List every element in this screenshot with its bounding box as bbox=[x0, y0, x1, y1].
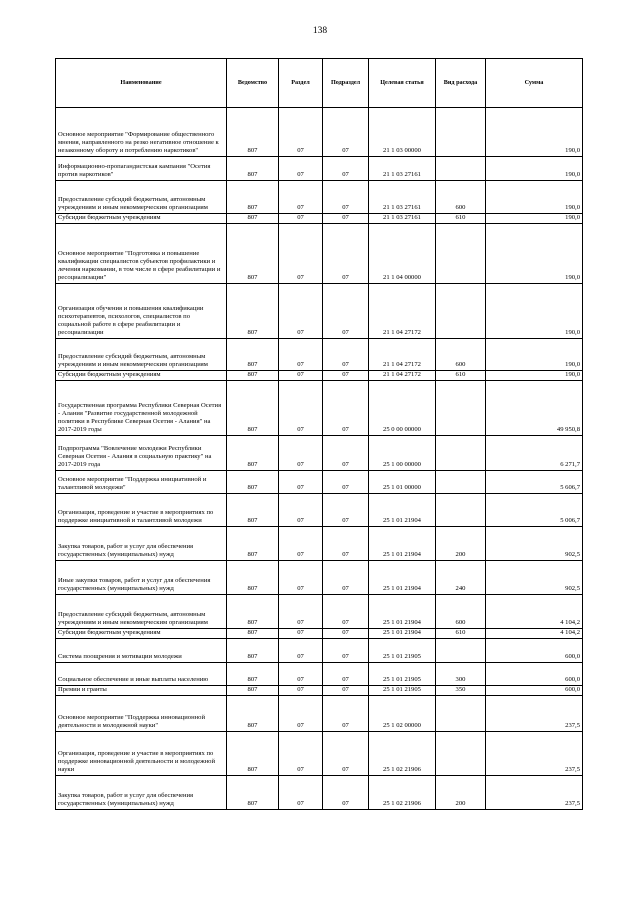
cell-subsection: 07 bbox=[323, 381, 369, 436]
cell-dept: 807 bbox=[227, 436, 279, 471]
cell-dept: 807 bbox=[227, 471, 279, 494]
cell-section: 07 bbox=[279, 381, 323, 436]
table-row bbox=[56, 224, 583, 284]
cell-amount: 600,0 bbox=[486, 663, 583, 686]
table-row bbox=[56, 663, 583, 686]
cell-name: Закупка товаров, работ и услуг для обеспечения государственных (муниципальных) нужд bbox=[56, 527, 227, 561]
table-row bbox=[56, 436, 583, 471]
cell-expense bbox=[436, 436, 486, 471]
cell-target: 25 1 01 21904 bbox=[369, 494, 436, 527]
table-row bbox=[56, 494, 583, 527]
cell-name: Информационно-пропагандистская кампания "Осетия против наркотиков" bbox=[56, 157, 227, 181]
cell-section: 07 bbox=[279, 639, 323, 663]
cell-dept: 807 bbox=[227, 381, 279, 436]
table-row bbox=[56, 108, 583, 157]
cell-subsection: 07 bbox=[323, 527, 369, 561]
cell-target: 25 1 01 21904 bbox=[369, 629, 436, 639]
cell-amount: 5 006,7 bbox=[486, 494, 583, 527]
cell-expense bbox=[436, 639, 486, 663]
cell-subsection: 07 bbox=[323, 776, 369, 810]
table-row bbox=[56, 284, 583, 339]
cell-dept: 807 bbox=[227, 339, 279, 371]
cell-name: Субсидии бюджетным учреждениям bbox=[56, 629, 227, 639]
cell-section: 07 bbox=[279, 686, 323, 696]
table-row bbox=[56, 371, 583, 381]
cell-dept: 807 bbox=[227, 561, 279, 595]
table-row bbox=[56, 732, 583, 776]
header-expense: Вид расхода bbox=[436, 59, 486, 108]
cell-dept: 807 bbox=[227, 284, 279, 339]
table-row bbox=[56, 181, 583, 214]
cell-subsection: 07 bbox=[323, 339, 369, 371]
cell-expense bbox=[436, 471, 486, 494]
cell-subsection: 07 bbox=[323, 494, 369, 527]
cell-name: Организация, проведение и участие в мероприятиях по поддержке инициативной и талантливой молодежи bbox=[56, 494, 227, 527]
table-row bbox=[56, 629, 583, 639]
cell-amount: 902,5 bbox=[486, 561, 583, 595]
cell-dept: 807 bbox=[227, 157, 279, 181]
header-name: Наименование bbox=[56, 59, 227, 108]
cell-section: 07 bbox=[279, 224, 323, 284]
cell-name: Организация, проведение и участие в мероприятиях по поддержке инновационной деятельности и молодежной науки bbox=[56, 732, 227, 776]
cell-dept: 807 bbox=[227, 732, 279, 776]
cell-name: Основное мероприятие "Формирование общественного мнения, направленного на резко негативное отношение к незаконному обороту и потреблению наркотиков" bbox=[56, 108, 227, 157]
cell-expense: 610 bbox=[436, 214, 486, 224]
cell-dept: 807 bbox=[227, 181, 279, 214]
cell-name: Субсидии бюджетным учреждениям bbox=[56, 214, 227, 224]
cell-name: Премии и гранты bbox=[56, 686, 227, 696]
cell-target: 25 1 00 00000 bbox=[369, 436, 436, 471]
cell-subsection: 07 bbox=[323, 108, 369, 157]
header-section: Раздел bbox=[279, 59, 323, 108]
cell-subsection: 07 bbox=[323, 471, 369, 494]
cell-dept: 807 bbox=[227, 686, 279, 696]
cell-amount: 237,5 bbox=[486, 696, 583, 732]
table-header-row bbox=[56, 59, 583, 108]
cell-section: 07 bbox=[279, 214, 323, 224]
cell-expense: 200 bbox=[436, 776, 486, 810]
cell-subsection: 07 bbox=[323, 371, 369, 381]
header-amount: Сумма bbox=[486, 59, 583, 108]
cell-expense bbox=[436, 381, 486, 436]
cell-amount: 190,0 bbox=[486, 214, 583, 224]
cell-section: 07 bbox=[279, 157, 323, 181]
table-row bbox=[56, 339, 583, 371]
cell-target: 21 1 04 00000 bbox=[369, 224, 436, 284]
cell-section: 07 bbox=[279, 108, 323, 157]
cell-dept: 807 bbox=[227, 371, 279, 381]
cell-name: Субсидии бюджетным учреждениям bbox=[56, 371, 227, 381]
cell-amount: 190,0 bbox=[486, 284, 583, 339]
table-row bbox=[56, 776, 583, 810]
cell-amount: 190,0 bbox=[486, 157, 583, 181]
cell-amount: 190,0 bbox=[486, 181, 583, 214]
cell-subsection: 07 bbox=[323, 284, 369, 339]
cell-name: Предоставление субсидий бюджетным, автономным учреждениям и иным некоммерческим организациям bbox=[56, 181, 227, 214]
cell-name: Подпрограмма "Вовлечение молодежи Республики Северная Осетия - Алания в социальную практику" на 2017-2019 года bbox=[56, 436, 227, 471]
cell-name: Предоставление субсидий бюджетным, автономным учреждениям и иным некоммерческим организациям bbox=[56, 339, 227, 371]
cell-target: 25 1 02 21906 bbox=[369, 732, 436, 776]
table-row bbox=[56, 527, 583, 561]
table-row bbox=[56, 639, 583, 663]
cell-amount: 190,0 bbox=[486, 339, 583, 371]
cell-amount: 6 271,7 bbox=[486, 436, 583, 471]
cell-target: 25 1 02 00000 bbox=[369, 696, 436, 732]
cell-dept: 807 bbox=[227, 629, 279, 639]
cell-name: Основное мероприятие "Поддержка инициативной и талантливой молодежи" bbox=[56, 471, 227, 494]
cell-dept: 807 bbox=[227, 214, 279, 224]
cell-amount: 237,5 bbox=[486, 776, 583, 810]
cell-dept: 807 bbox=[227, 224, 279, 284]
table-row bbox=[56, 157, 583, 181]
cell-expense bbox=[436, 108, 486, 157]
cell-amount: 4 104,2 bbox=[486, 595, 583, 629]
cell-section: 07 bbox=[279, 494, 323, 527]
cell-name: Иные закупки товаров, работ и услуг для обеспечения государственных (муниципальных) нужд bbox=[56, 561, 227, 595]
cell-section: 07 bbox=[279, 595, 323, 629]
cell-section: 07 bbox=[279, 339, 323, 371]
cell-subsection: 07 bbox=[323, 157, 369, 181]
cell-target: 25 1 01 21905 bbox=[369, 663, 436, 686]
cell-subsection: 07 bbox=[323, 436, 369, 471]
cell-amount: 190,0 bbox=[486, 108, 583, 157]
cell-subsection: 07 bbox=[323, 561, 369, 595]
cell-section: 07 bbox=[279, 732, 323, 776]
table-row bbox=[56, 214, 583, 224]
cell-expense bbox=[436, 494, 486, 527]
cell-subsection: 07 bbox=[323, 639, 369, 663]
cell-name: Предоставление субсидий бюджетным, автономным учреждениям и иным некоммерческим организациям bbox=[56, 595, 227, 629]
cell-name: Система поощрения и мотивации молодежи bbox=[56, 639, 227, 663]
cell-expense: 200 bbox=[436, 527, 486, 561]
cell-subsection: 07 bbox=[323, 686, 369, 696]
cell-amount: 600,0 bbox=[486, 639, 583, 663]
cell-expense bbox=[436, 696, 486, 732]
cell-subsection: 07 bbox=[323, 214, 369, 224]
table-row bbox=[56, 696, 583, 732]
cell-section: 07 bbox=[279, 371, 323, 381]
cell-dept: 807 bbox=[227, 776, 279, 810]
cell-expense bbox=[436, 157, 486, 181]
cell-expense bbox=[436, 224, 486, 284]
cell-section: 07 bbox=[279, 696, 323, 732]
cell-name: Закупка товаров, работ и услуг для обеспечения государственных (муниципальных) нужд bbox=[56, 776, 227, 810]
cell-subsection: 07 bbox=[323, 181, 369, 214]
cell-subsection: 07 bbox=[323, 663, 369, 686]
cell-section: 07 bbox=[279, 527, 323, 561]
cell-expense bbox=[436, 732, 486, 776]
cell-section: 07 bbox=[279, 663, 323, 686]
cell-target: 21 1 04 27172 bbox=[369, 339, 436, 371]
header-target: Целевая статья bbox=[369, 59, 436, 108]
header-subsection: Подраздел bbox=[323, 59, 369, 108]
cell-dept: 807 bbox=[227, 494, 279, 527]
header-dept: Ведомство bbox=[227, 59, 279, 108]
cell-subsection: 07 bbox=[323, 732, 369, 776]
cell-subsection: 07 bbox=[323, 629, 369, 639]
table-row bbox=[56, 595, 583, 629]
cell-amount: 5 606,7 bbox=[486, 471, 583, 494]
cell-target: 21 1 04 27172 bbox=[369, 371, 436, 381]
cell-section: 07 bbox=[279, 284, 323, 339]
cell-name: Государственная программа Республики Северная Осетия - Алания "Развитие государственной молодежной политики в Республике Северная Осетия - Алания" на 2017-2019 годы bbox=[56, 381, 227, 436]
budget-table bbox=[55, 58, 583, 810]
cell-target: 21 1 04 27172 bbox=[369, 284, 436, 339]
cell-amount: 190,0 bbox=[486, 224, 583, 284]
cell-dept: 807 bbox=[227, 108, 279, 157]
cell-name: Организация обучения и повышения квалификации психотерапевтов, психологов, специалистов по социальной работе в сфере реабилитации и ресоциализации bbox=[56, 284, 227, 339]
page-number: 138 bbox=[312, 26, 328, 36]
cell-subsection: 07 bbox=[323, 224, 369, 284]
cell-subsection: 07 bbox=[323, 595, 369, 629]
cell-target: 25 1 01 21905 bbox=[369, 686, 436, 696]
cell-dept: 807 bbox=[227, 696, 279, 732]
cell-dept: 807 bbox=[227, 663, 279, 686]
cell-name: Социальное обеспечение и иные выплаты населению bbox=[56, 663, 227, 686]
cell-amount: 902,5 bbox=[486, 527, 583, 561]
cell-section: 07 bbox=[279, 436, 323, 471]
cell-expense: 350 bbox=[436, 686, 486, 696]
cell-section: 07 bbox=[279, 629, 323, 639]
cell-section: 07 bbox=[279, 776, 323, 810]
cell-target: 25 0 00 00000 bbox=[369, 381, 436, 436]
cell-target: 25 1 02 21906 bbox=[369, 776, 436, 810]
cell-target: 25 1 01 21904 bbox=[369, 595, 436, 629]
cell-amount: 237,5 bbox=[486, 732, 583, 776]
cell-amount: 600,0 bbox=[486, 686, 583, 696]
cell-target: 21 1 03 27161 bbox=[369, 157, 436, 181]
cell-dept: 807 bbox=[227, 527, 279, 561]
cell-target: 21 1 03 27161 bbox=[369, 181, 436, 214]
cell-expense: 610 bbox=[436, 371, 486, 381]
cell-dept: 807 bbox=[227, 639, 279, 663]
cell-expense bbox=[436, 284, 486, 339]
cell-target: 25 1 01 21904 bbox=[369, 561, 436, 595]
cell-name: Основное мероприятие "Подготовка и повышение квалификации специалистов субъектов профилактики и лечения наркомании, в том числе в сфере реабилитации и ресоциализации" bbox=[56, 224, 227, 284]
cell-expense: 300 bbox=[436, 663, 486, 686]
cell-amount: 49 950,8 bbox=[486, 381, 583, 436]
cell-section: 07 bbox=[279, 471, 323, 494]
cell-target: 25 1 01 00000 bbox=[369, 471, 436, 494]
cell-expense: 240 bbox=[436, 561, 486, 595]
table-row bbox=[56, 471, 583, 494]
cell-expense: 610 bbox=[436, 629, 486, 639]
cell-target: 25 1 01 21905 bbox=[369, 639, 436, 663]
cell-section: 07 bbox=[279, 181, 323, 214]
cell-target: 25 1 01 21904 bbox=[369, 527, 436, 561]
cell-dept: 807 bbox=[227, 595, 279, 629]
cell-target: 21 1 03 00000 bbox=[369, 108, 436, 157]
table-row bbox=[56, 561, 583, 595]
cell-expense: 600 bbox=[436, 339, 486, 371]
cell-amount: 4 104,2 bbox=[486, 629, 583, 639]
table-row bbox=[56, 686, 583, 696]
cell-name: Основное мероприятие "Поддержка инновационной деятельности и молодежной науки" bbox=[56, 696, 227, 732]
cell-section: 07 bbox=[279, 561, 323, 595]
cell-expense: 600 bbox=[436, 181, 486, 214]
table-row bbox=[56, 381, 583, 436]
cell-expense: 600 bbox=[436, 595, 486, 629]
cell-amount: 190,0 bbox=[486, 371, 583, 381]
cell-target: 21 1 03 27161 bbox=[369, 214, 436, 224]
cell-subsection: 07 bbox=[323, 696, 369, 732]
